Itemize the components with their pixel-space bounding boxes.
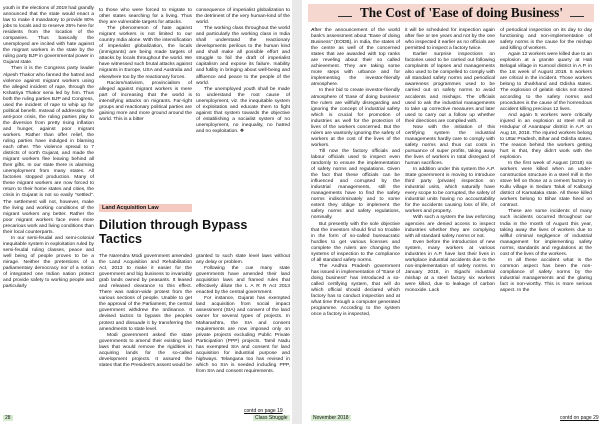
paragraph: In the first week of August (2018) six workers were killed when an under-construction structure in a steel mill in the stove fell on those at a cement factory in Kullu village in Sedam Taluk of Kalburgi district of Karnataka state. All these killed workers belong to Bihar state hired on contract. xyxy=(500,161,592,209)
paragraph: consequence of imperialist globalization to the detriment of the very human-kind of the world. xyxy=(196,8,290,26)
article-kicker: Land Acquisition Law xyxy=(99,204,192,212)
paragraph: it will be scheduled for inspection again after five or ten years and not by the one who inspected it earlier as no officials are permitted to inspect a factory twice. xyxy=(405,28,495,52)
paragraph: In all these accident what is the common aspect has been the non-compliance of safety norms by the industrial managements and the glaring fact is non-worthy. This is more serious aspect. In the xyxy=(500,257,592,294)
land-law-col-1 xyxy=(99,254,192,369)
continued-label: contd on page 19 xyxy=(244,408,283,414)
article-title: The Cost of 'Ease of doing Business' xyxy=(360,5,563,20)
paragraph: Even before the introduction of new system, many workers at various industries in A.P. have lost their lives in workplace industrial accidents due to the non-implementation of safety norms. In January 2018, in Sigachi industrial mishap at a steel factory six workers were killed, due to leakage of carbon monoxide. Lack xyxy=(405,239,495,294)
right-page xyxy=(302,0,600,424)
paragraph: And again 5 workers were critically injured in an explosion at steel mill at Hindupur of Anantapur district in A.P. on Aug 18, 2018. The injured workers belong to Uttar Pradesh, Bihar and Odisha states. The reason behind the workers getting hurt is that, they didn't work with the explosion. xyxy=(500,112,592,160)
paragraph: granted to such state level laws without any delay or problem. xyxy=(196,254,290,266)
paragraph: The Narendra Modi government amended the Land Acquisition and Rehabilitation Act, 2013 to make it easier for the government and big business to invariably grab lands owned by peasants. It leased and released clearance to this effect. There was nation-wide protest from the various sections of people. Unable to get the approval of the Parliament, the central government withdrew the ordinance. It devised tactics to bypass the peoples protest and dissuade it by transferring the amendments to state level. xyxy=(99,254,192,332)
paragraph: Now with the initiation of this certifying system the industrial managements hardly care to comply with safety norms and thus cut costs in pursuance of super profits, taking away the lives of workers in total disregard of human sacrifices. xyxy=(405,124,495,167)
paragraph: The phenomenon of hate against migrant workers is not limited to our country India alone. With the intensification of imperialist globalization, the locals (immigrants) are being made targets of attacks by locals throughout the world. We have witnessed such brutal attacks against migrants in Europe, USA and Australia and elsewhere too by the reactionary forces. xyxy=(99,26,192,80)
paragraph: to those who were forced to migrate to other states searching for a living. Thus they are vulnerable targets for attacks. xyxy=(99,8,192,26)
paragraph: Following the cue many state governments have amended their land acquisition laws and framed rules that effectively dilute the L A R R Act 2013 enacted by the central government. xyxy=(196,266,290,296)
paragraph: The working class throughout the world and particularly the working class in India shall understand the reactionary developments perilous to the human kind and shall make all possible effort and struggle to foil the draft of imperialist capitalism and expose its failure. Inability and futility in bringing about well-being and affluence and peace to the people of the world. xyxy=(196,26,290,86)
paragraph: For instance, Gujarat has exempted land acquisition from social impact assessment (SIA) and consent of the land owner for several types of projects. In Maharashtra, the SIA and consent requirements are now imposed only on private projects excluding Public Private Participation (PPP) projects. Tamil Nadu has exempted SIA and consent for land acquisition for industrial purpose and highways. Telangana too has revised in which no SIA is needed including PPP, from SIA and consent requirements. xyxy=(196,296,290,374)
eodb-article-col-1 xyxy=(311,28,400,318)
page-gutter xyxy=(292,0,302,424)
paragraph: After the announcement of the world bank's assessment about "Ease of doing Business" (EODB), in India, the states of the centre as well of the concerned states that are awarded with top ranks are reveling about their so called achievement. They are taking some more steps with urbance and for implementing the investor-friendly atmosphere. xyxy=(311,28,400,88)
article-headline: Dilution through Bypass Tactics xyxy=(99,218,248,246)
land-law-col-2 xyxy=(196,254,290,375)
paragraph: The Andhra Pradesh government has issued in implementation of "Ease of doing business" has introduced a so-called certifying system, that will do which official should declared which factory has to conduct inspection and at what time through a computer generated programme. According to the system once a factory is inspected, xyxy=(311,263,400,318)
paragraph: These are some incidents of many such incidents occurred throughout our India in the month of August this year, taking away the lives of workers due to willful criminal negligence of industrial management for implementing safety norms, standards and regulations at the cost of the lives of the workers. xyxy=(500,209,592,257)
paragraph: In addition under this system the A.P. State government is moving to introduce third party (private) inspection on industrial units, which naturally have every scope to be corrupted, the safety of industrial units having no accountability for the accidents causing loss of life, of workers and property. xyxy=(405,167,495,215)
title-rule-right xyxy=(570,16,584,17)
paragraph: Again 12 workers were killed due to an explosion at a granite quarry at Hati Belagal village in Kurnool district in A.P. in the 1st week of August 2018. 5 workers are critical in the incident. Those workers belong to Jharkhand and Odisha states. The explosion of gelatin sticks not stored according to the safety norms and procedures is the cause of the horrendous accident killing precious 12 lives. xyxy=(500,52,593,112)
paragraph: Racism/nativism, provincialism of alleged against migrant workers is mere part of increasing that the world is intensifying attacks on migrants. Far-right groups and reactionary political parties are gaining more and more ground around the world. This is a bitter xyxy=(99,80,192,122)
continued-label: contd on page 29 xyxy=(560,415,599,421)
migrant-article-col-1 xyxy=(3,6,94,290)
paragraph: With such a system the law enforcing agencies are denied access to inspect industries whether they are complying with all standard safety norms or not. xyxy=(405,215,495,239)
issue-date: November 2018 xyxy=(313,415,349,421)
article-title-bar xyxy=(308,4,594,22)
paragraph: The unemployed youth shall be made to understand the root cause of unemployment, viz. the inequitable system of exploitation and educate them to fight against that system towards the objective of establishing a socialist system of no unemployment, no inequality, no hatred and no exploitation. ❖ xyxy=(196,86,290,134)
eodb-article-col-3 xyxy=(500,28,592,294)
paragraph: Earlier surprise inspections on factories used to be carried out following complaints of lapses and managements also used to be compelled to comply with all standard safety norms and periodical awareness programmes used to be carried out on safety norms to avoid accidents and mishaps. The officials used to ask the industrial managements to take up corrective measures and later used to carry out a follow up whether their directions are complied with. xyxy=(405,52,495,124)
eodb-article-col-2 xyxy=(405,28,495,294)
paragraph: Modi government asked the state governments to amend their existing land laws that would remove the rigidities in acquiring lands for the so-called development projects. It assured the states that the President's assent would be xyxy=(99,332,192,368)
paragraph: In our semi-feudal and semi-colonial inequitable system in exploitation ruled by semi-feudal ruling classes, peace and well being of people proves to be a mirage. Neither the pretentions of a parliamentary democracy nor of a notion of integrated one Indian nation protect and provide safety to working people and particularly xyxy=(3,235,94,290)
paragraph: of periodical inspection on its day to day functioning and non-implementation of safety norms is the cause for the mishap and killing of workers. xyxy=(500,28,592,52)
migrant-article-col-2 xyxy=(99,8,192,123)
page-number: 28 xyxy=(5,415,11,421)
paragraph: youth in the elections of 2019 had grandly announced that the state would enact a law to make it mandatory to provide 80% jobs to locals and to reserve 25% here for residents from the location of the companies. Thus basically the unemployed are incited with hate against the migrant workers in the state by the ruling party BJP in governmental power in Gujarat state. xyxy=(3,6,94,66)
left-page xyxy=(0,0,292,424)
paragraph: In their bid to create investor-friendly atmosphere of 'Ease of doing business' the rulers are willfully disregarding and ignoring the concept of industrial safety which is crucial for promotion of industries as well for the protection of lives of the workers concerned. But the rulers are wantonly ignoring the safety of workers at the cost of the lives of the workers. xyxy=(311,88,400,148)
paragraph: Till now the factory officials and labour officials used to inspect even randomly to ensure the implementation of safety norms and regulations. Given the fact that these officials can be influenced and corrupted by the industrial managements, still the managements have to find the safety norms indiscriminately and to some extent they oblige to implement the safety norms and safety regulations, nominally. xyxy=(311,148,400,221)
title-rule-left xyxy=(338,16,352,17)
paragraph: But presently with the sole objective that the investors should find no trouble in the form of so-called bureaucratic hurdles to get various licenses and complete the rulers are changing the systems of inspection to the compliance of all standard safety norms. xyxy=(311,221,400,263)
paragraph: Then it is the Congress party leader Alpesh Thakor who fanned the hatred and violence against migrant workers using the alleged incident of rape, through the Kshatriya Thakor sena led by him. Thus both the ruling parties BJP and Congress, used the incident of rape to whip up for political benefit. Instead of addressing the anti-poor crisis, the ruling parties play to the diversion from pretty rising inflation and hunger, against poor migrant workers. Rather than offer relief, the ruling parties have indulged in blaming each other. The violence spread to 7 districts of north Gujarat, and made the migrant workers flee leaving behind all their gifts. In our state there is alarming unemployment from many states. All factories stopped production. Many of these migrant workers are now forced to return to their home states and cities, the crisis in Gujarat is not so easily "settled". The settlement will not, however, make the living and working conditions of the migrant workers any better. Rather the poor migrant workers face even more precarious work and living conditions than their local counterparts. xyxy=(3,66,94,235)
migrant-article-col-3 xyxy=(196,8,290,135)
land-law-article-header xyxy=(99,204,290,250)
publication-name: Class Struggle xyxy=(255,415,288,421)
